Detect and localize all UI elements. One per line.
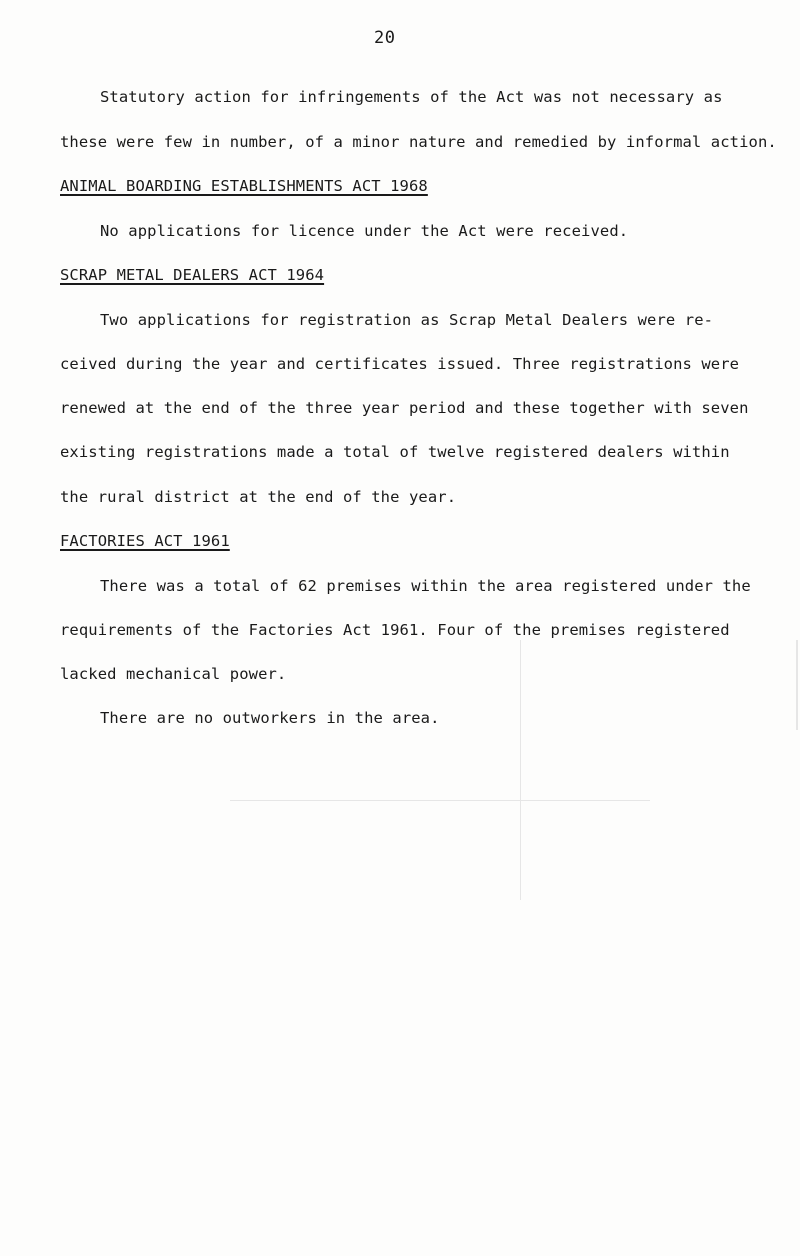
section-body-line: There was a total of 62 premises within the area registered under the bbox=[100, 577, 751, 595]
section-heading-scrap-metal: SCRAP METAL DEALERS ACT 1964 bbox=[60, 266, 325, 284]
section-body-line: There are no outworkers in the area. bbox=[100, 709, 440, 727]
section-body-line: renewed at the end of the three year period and these together with seven bbox=[60, 399, 749, 417]
section-heading-factories: FACTORIES ACT 1961 bbox=[60, 532, 230, 550]
section-body-line: No applications for licence under the Act were received. bbox=[100, 222, 629, 240]
section-body-line: Two applications for registration as Scrap Metal Dealers were re- bbox=[100, 311, 714, 329]
section-heading-animal-boarding: ANIMAL BOARDING ESTABLISHMENTS ACT 1968 bbox=[60, 177, 428, 195]
section-body-line: the rural district at the end of the year. bbox=[60, 488, 457, 506]
page-number: 20 bbox=[374, 28, 396, 48]
scan-artifact-line bbox=[230, 800, 650, 801]
scan-artifact-line bbox=[796, 640, 798, 730]
section-body-line: ceived during the year and certificates issued. Three registrations were bbox=[60, 355, 740, 373]
section-body-line: lacked mechanical power. bbox=[60, 665, 287, 683]
scan-artifact-line bbox=[520, 640, 521, 900]
intro-line: these were few in number, of a minor nature and remedied by informal action. bbox=[60, 133, 777, 151]
intro-line: Statutory action for infringements of the Act was not necessary as bbox=[100, 88, 723, 106]
section-body-line: requirements of the Factories Act 1961. Four of the premises registered bbox=[60, 621, 730, 639]
section-body-line: existing registrations made a total of twelve registered dealers within bbox=[60, 443, 730, 461]
